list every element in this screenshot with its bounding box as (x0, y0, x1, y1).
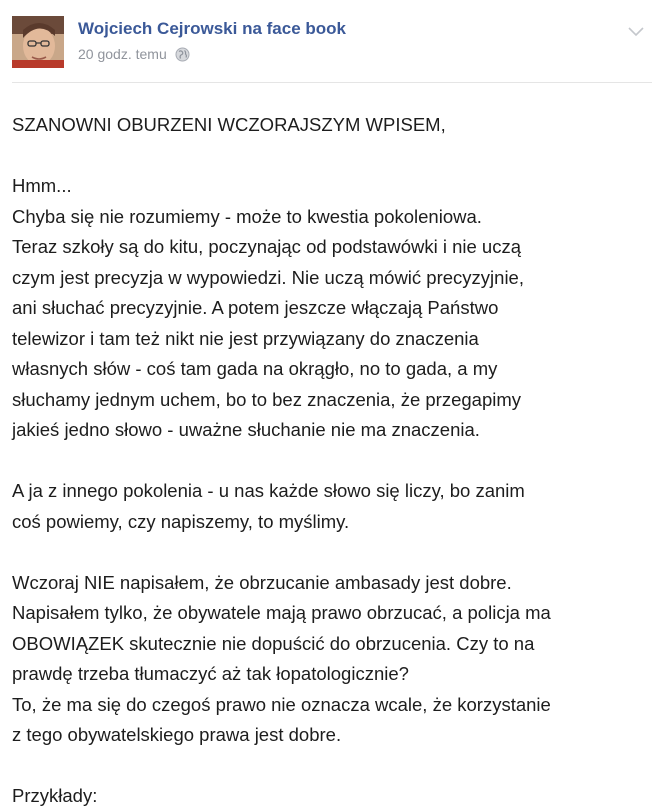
post-text-line: słuchamy jednym uchem, bo to bez znaczenia, że przegapimy (12, 388, 522, 410)
post-text-line: A ja z innego pokolenia - u nas każde słowo się liczy, bo zanim (12, 480, 525, 501)
chevron-down-icon[interactable] (628, 24, 644, 34)
paragraph-gap (12, 141, 660, 172)
post-text-line: własnych słów - coś tam gada na okrągło, no to gada, a my (12, 358, 498, 379)
author-name-link[interactable]: Wojciech Cejrowski na face book (78, 19, 346, 38)
post-text-line: prawdę trzeba tłumaczyć aż tak łopatologicznie? (12, 663, 409, 684)
post-text-line: Hmm... (12, 175, 72, 196)
post-text-line: ani słuchać precyzyjnie. A potem jeszcze włączają Państwo (12, 297, 499, 318)
post-text-line: SZANOWNI OBURZENI WCZORAJSZYM WPISEM, (12, 114, 446, 135)
post-text-line: telewizor i tam też nikt nie jest przywiązany do znaczenia (12, 327, 479, 349)
post-text-line: Teraz szkoły są do kitu, poczynając od podstawówki i nie uczą (12, 236, 522, 257)
post-text-line: czym jest precyzja w wypowiedzi. Nie uczą mówić precyzyjnie, (12, 266, 524, 288)
post-text-line: Chyba się nie rozumiemy - może to kwestia pokoleniowa. (12, 205, 482, 227)
globe-icon[interactable] (175, 47, 190, 62)
avatar[interactable] (12, 16, 64, 68)
post-text-line: jakieś jedno słowo - uważne słuchanie nie ma znaczenia. (12, 419, 480, 440)
post-text-line: Wczoraj NIE napisałem, że obrzucanie ambasady jest dobre. (12, 571, 512, 593)
header-divider (12, 82, 652, 83)
post-text-line: coś powiemy, czy napiszemy, to myślimy. (12, 510, 350, 532)
timestamp-link[interactable]: 20 godz. temu (78, 46, 167, 62)
post-text-line: To, że ma się do czegoś prawo nie oznacza wcale, że korzystanie (12, 693, 551, 715)
post-text-line: Napisałem tylko, że obywatele mają prawo obrzucać, a policja ma (12, 602, 551, 623)
post-text-line: OBOWIĄZEK skutecznie nie dopuścić do obrzucenia. Czy to na (12, 632, 535, 654)
profile-photo-icon (12, 16, 64, 68)
paragraph-gap (12, 751, 660, 782)
post-text-line: z tego obywatelskiego prawa jest dobre. (12, 724, 342, 745)
paragraph-gap (12, 537, 660, 568)
post-text-line: Przykłady: (12, 785, 98, 806)
post-meta (78, 46, 190, 62)
post-body (12, 110, 660, 812)
paragraph-gap (12, 446, 660, 477)
